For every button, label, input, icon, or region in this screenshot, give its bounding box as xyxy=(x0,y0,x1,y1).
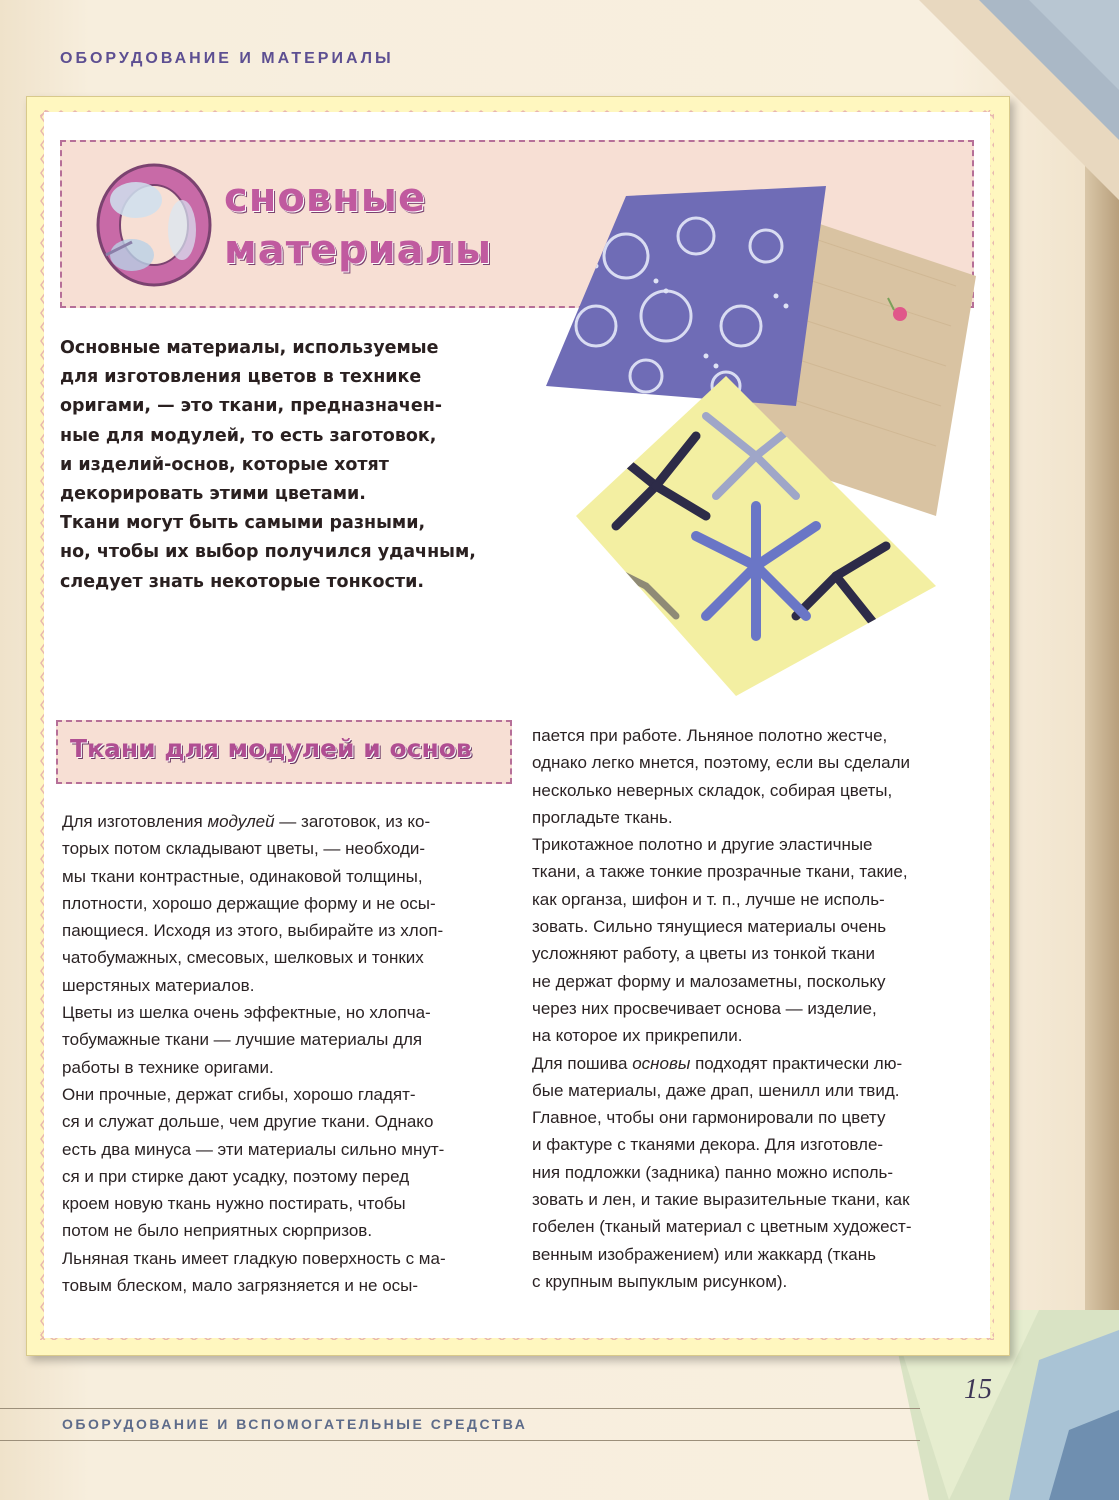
body-line xyxy=(532,858,984,885)
body-column-right xyxy=(532,722,984,1295)
body-text: зовать и лен, и такие выразительные ткани, как xyxy=(532,1190,910,1210)
body-line xyxy=(62,999,508,1026)
body-line xyxy=(62,1245,508,1272)
body-line xyxy=(532,777,984,804)
title-line-1: сновные xyxy=(224,175,427,221)
lead-paragraph xyxy=(60,334,480,597)
lead-line: но, чтобы их выбор получился удачным, xyxy=(60,542,476,563)
body-text: Трикотажное полотно и другие эластичные xyxy=(532,835,873,855)
body-text: торых потом складывают цветы, — необходи- xyxy=(62,839,426,859)
body-line xyxy=(62,863,508,890)
body-column-left xyxy=(62,808,508,1299)
body-text: бые материалы, даже драп, шенилл или твид. xyxy=(532,1080,900,1100)
body-text: плотности, хорошо держащие форму и не осы- xyxy=(62,893,436,913)
body-text: несколько неверных складок, собирая цветы, xyxy=(532,780,893,800)
body-line xyxy=(62,1272,508,1299)
body-line xyxy=(62,917,508,944)
body-line xyxy=(532,1104,984,1131)
lead-line: оригами, — это ткани, предназначен- xyxy=(60,396,443,417)
body-line xyxy=(62,1190,508,1217)
body-text: Льняная ткань имеет гладкую поверхность с ма- xyxy=(62,1248,446,1268)
body-line xyxy=(532,1159,984,1186)
body-line xyxy=(62,1054,508,1081)
body-text: товым блеском, мало загрязняется и не осы- xyxy=(62,1276,419,1296)
body-line xyxy=(532,1268,984,1295)
emphasis-term: основы xyxy=(632,1053,691,1073)
page-title xyxy=(224,172,492,276)
footer-rule-top xyxy=(0,1408,920,1409)
running-footer: ОБОРУДОВАНИЕ И ВСПОМОГАТЕЛЬНЫЕ СРЕДСТВА xyxy=(62,1416,528,1432)
body-text: Главное, чтобы они гармонировали по цвету xyxy=(532,1108,886,1128)
lead-line: декорировать этими цветами. xyxy=(60,484,366,505)
body-line xyxy=(62,835,508,862)
body-text: и фактуре с тканями декора. Для изготовле- xyxy=(532,1135,884,1155)
body-text: через них просвечивает основа — изделие, xyxy=(532,998,877,1018)
lead-line: Основные материалы, используемые xyxy=(60,338,439,358)
title-line-2: материалы xyxy=(224,227,493,273)
body-line xyxy=(532,913,984,940)
body-line xyxy=(62,944,508,971)
running-header: ОБОРУДОВАНИЕ И МАТЕРИАЛЫ xyxy=(60,50,394,67)
body-text: Для пошива xyxy=(532,1053,633,1073)
body-line xyxy=(62,1081,508,1108)
body-line xyxy=(532,804,984,831)
body-text: не держат форму и малозаметны, поскольку xyxy=(532,971,886,991)
body-line xyxy=(62,972,508,999)
body-text: Они прочные, держат сгибы, хорошо гладят- xyxy=(62,1084,416,1104)
body-line xyxy=(532,1022,984,1049)
lead-line: Ткани могут быть самыми разными, xyxy=(60,513,426,534)
body-line xyxy=(532,1241,984,1268)
body-text: кроем новую ткань нужно постирать, чтобы xyxy=(62,1194,406,1214)
body-line xyxy=(532,995,984,1022)
body-text: мы ткани контрастные, одинаковой толщины, xyxy=(62,866,423,886)
body-text: однако легко мнется, поэтому, если вы сделали xyxy=(532,753,911,773)
body-text: ся и служат дольше, чем другие ткани. Однако xyxy=(62,1112,434,1132)
body-text: шерстяных материалов. xyxy=(62,975,255,995)
fabric-swatches-image xyxy=(536,186,996,706)
body-text: венным изображением) или жаккард (ткань xyxy=(532,1244,876,1264)
body-text: с крупным выпуклым рисунком). xyxy=(532,1271,788,1291)
book-edge xyxy=(1085,0,1119,1500)
body-text: Цветы из шелка очень эффектные, но хлопча- xyxy=(62,1003,431,1023)
lead-line: и изделий-основ, которые хотят xyxy=(60,454,389,475)
body-line xyxy=(532,831,984,858)
body-text: зовать. Сильно тянущиеся материалы очень xyxy=(532,917,887,937)
body-line xyxy=(62,1136,508,1163)
body-line xyxy=(532,1213,984,1240)
body-text: работы в технике оригами. xyxy=(62,1057,274,1077)
emphasis-term: модулей xyxy=(207,812,275,831)
body-text: пается при работе. Льняное полотно жестче, xyxy=(532,726,888,745)
body-text: тобумажные ткани — лучшие материалы для xyxy=(62,1030,423,1050)
body-line xyxy=(532,940,984,967)
page-number: 15 xyxy=(964,1374,992,1405)
body-line xyxy=(62,1163,508,1190)
body-text: подходят практически лю- xyxy=(690,1053,903,1073)
body-text: прогладьте ткань. xyxy=(532,807,673,827)
body-line xyxy=(62,890,508,917)
dropcap-ring-letter-o xyxy=(92,160,222,290)
body-text: ткани, а также тонкие прозрачные ткани, такие, xyxy=(532,862,908,882)
body-text: усложняют работу, а цветы из тонкой ткани xyxy=(532,944,876,964)
body-text: Для изготовления xyxy=(62,812,208,831)
subheading: Ткани для модулей и основ xyxy=(70,734,472,763)
body-text: как органза, шифон и т. п., лучше не исполь- xyxy=(532,889,885,909)
body-line xyxy=(532,1131,984,1158)
body-line xyxy=(532,1050,984,1077)
body-text: на которое их прикрепили. xyxy=(532,1026,743,1046)
body-line xyxy=(532,886,984,913)
lead-line: ные для модулей, то есть заготовок, xyxy=(60,425,437,446)
body-text: чатобумажных, смесовых, шелковых и тонких xyxy=(62,948,424,968)
footer-rule-bottom xyxy=(0,1440,920,1441)
body-line xyxy=(62,1108,508,1135)
body-text: пающиеся. Исходя из этого, выбирайте из хлоп- xyxy=(62,921,444,941)
body-text: есть два минуса — эти материалы сильно мнут- xyxy=(62,1139,445,1159)
body-line xyxy=(532,1077,984,1104)
body-text: — заготовок, из ко- xyxy=(274,812,431,831)
body-line xyxy=(532,749,984,776)
body-line xyxy=(62,1026,508,1053)
body-text: потом не было неприятных сюрпризов. xyxy=(62,1221,373,1241)
body-text: гобелен (тканый материал с цветным художест- xyxy=(532,1217,912,1237)
body-line xyxy=(532,1186,984,1213)
lead-line: следует знать некоторые тонкости. xyxy=(60,571,424,592)
body-text: ния подложки (задника) панно можно исполь- xyxy=(532,1162,894,1182)
body-line xyxy=(532,968,984,995)
body-line xyxy=(532,722,984,749)
lead-line: для изготовления цветов в технике xyxy=(60,367,422,388)
body-line xyxy=(62,1217,508,1244)
body-text: ся и при стирке дают усадку, поэтому перед xyxy=(62,1166,410,1186)
body-line xyxy=(62,808,508,835)
